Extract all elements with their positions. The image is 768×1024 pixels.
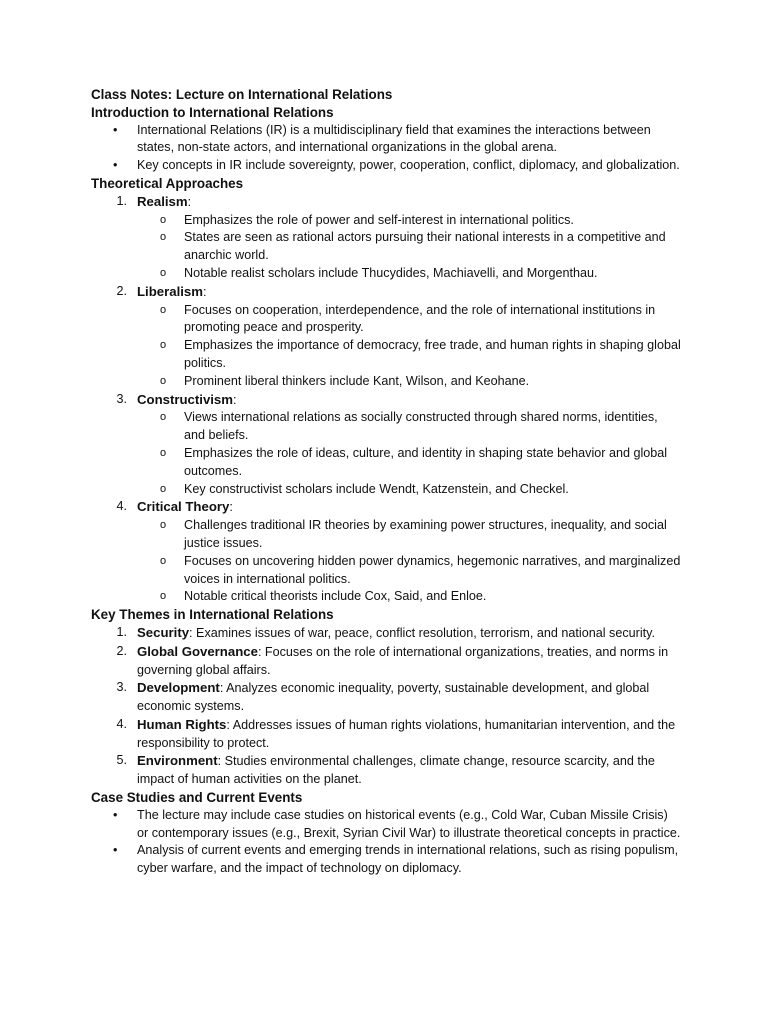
- theme-name: Security: [137, 624, 190, 640]
- sub-list-item-text: Notable realist scholars include Thucydides, Machiavelli, and Morgenthau.: [184, 265, 598, 280]
- sub-list-item-text: Emphasizes the role of ideas, culture, and identity in shaping state behavior and global outcomes.: [184, 445, 668, 478]
- list-item-text: International Relations (IR) is a multidisciplinary field that examines the interactions between states, non-state actors, and international organizations in the global arena.: [137, 122, 651, 155]
- sub-list-item: [91, 302, 681, 338]
- sub-list-item: [91, 337, 681, 373]
- sub-list-item: [91, 409, 681, 445]
- theme-item: [91, 716, 681, 753]
- list-number: 1.: [116, 624, 127, 639]
- approach-name: Realism: [137, 193, 188, 209]
- sub-list-item: [91, 229, 681, 265]
- sub-bullet-marker: o: [160, 303, 167, 316]
- approach-liberalism: [91, 283, 681, 302]
- sub-bullet-marker: o: [160, 446, 167, 459]
- sub-list-item-text: Focuses on uncovering hidden power dynamics, hegemonic narratives, and marginalized voices in international politics.: [184, 553, 681, 586]
- sub-list-item: [91, 373, 681, 391]
- theme-description: : Studies environmental challenges, climate change, resource scarcity, and the impact of human activities on the planet.: [137, 754, 655, 787]
- sub-list-item-text: Key constructivist scholars include Wendt, Katzenstein, and Checkel.: [184, 481, 569, 496]
- sub-bullet-marker: o: [160, 374, 167, 387]
- sub-list-item-text: States are seen as rational actors pursuing their national interests in a competitive and anarchic world.: [184, 230, 666, 263]
- theme-name: Development: [137, 680, 220, 696]
- approach-constructivism: [91, 391, 681, 410]
- bullet-marker: •: [113, 807, 118, 822]
- sub-list-item: [91, 553, 681, 589]
- sub-list-item-text: Prominent liberal thinkers include Kant, Wilson, and Keohane.: [184, 373, 530, 388]
- sub-bullet-marker: o: [160, 411, 167, 424]
- list-item: [91, 842, 681, 878]
- list-number: 4.: [116, 716, 127, 731]
- list-item: [91, 807, 681, 843]
- sub-bullet-marker: o: [160, 339, 167, 352]
- sub-list-item-text: Views international relations as socially constructed through shared norms, identities, and beliefs.: [184, 410, 658, 443]
- theme-description: : Analyzes economic inequality, poverty, sustainable development, and global economic systems.: [137, 681, 650, 714]
- sub-bullet-marker: o: [160, 590, 167, 603]
- approach-critical-theory: [91, 498, 681, 517]
- approach-realism: [91, 193, 681, 212]
- sub-list-item: [91, 445, 681, 481]
- theme-name: Human Rights: [137, 716, 227, 732]
- sub-list-item: [91, 517, 681, 553]
- sub-list-item: [91, 265, 681, 283]
- bullet-marker: •: [113, 122, 118, 137]
- sub-list-item-text: Emphasizes the role of power and self-interest in international politics.: [184, 212, 574, 227]
- list-item: [91, 122, 681, 158]
- list-number: 2.: [116, 643, 127, 658]
- sub-list-item: [91, 481, 681, 499]
- approach-name: Critical Theory: [137, 499, 230, 515]
- sub-list-item: [91, 212, 681, 230]
- approach-name: Constructivism: [137, 391, 233, 407]
- sub-list-item-text: Focuses on cooperation, interdependence, and the role of international institutions in promoting peace and prosperity.: [184, 302, 656, 335]
- theme-item: [91, 679, 681, 716]
- bullet-marker: •: [113, 158, 118, 173]
- sub-bullet-marker: o: [160, 266, 167, 279]
- list-number: 4.: [116, 499, 127, 514]
- sub-list-item-text: Challenges traditional IR theories by examining power structures, inequality, and social justice issues.: [184, 518, 667, 550]
- sub-list-item: [91, 588, 681, 606]
- sub-list-item-text: Emphasizes the importance of democracy, free trade, and human rights in shaping global politics.: [184, 338, 681, 370]
- colon: :: [202, 284, 207, 299]
- colon: :: [229, 500, 233, 515]
- theme-name: Global Governance: [137, 643, 258, 659]
- bullet-marker: •: [113, 843, 118, 858]
- document-title: Class Notes: Lecture on International Relations: [91, 87, 393, 102]
- list-number: 1.: [116, 193, 127, 208]
- section-heading-cases: Case Studies and Current Events: [91, 790, 303, 806]
- approach-name: Liberalism: [137, 283, 203, 299]
- sub-list-item-text: Notable critical theorists include Cox, Said, and Enloe.: [184, 589, 487, 604]
- sub-bullet-marker: o: [160, 519, 167, 532]
- theme-item: [91, 643, 681, 680]
- document-body: [91, 86, 681, 878]
- list-number: 2.: [116, 283, 127, 298]
- section-heading-intro: Introduction to International Relations: [91, 104, 334, 120]
- sub-bullet-marker: o: [160, 482, 167, 495]
- theme-item: [91, 624, 681, 643]
- section-heading-approaches: Theoretical Approaches: [91, 175, 244, 191]
- theme-item: [91, 752, 681, 789]
- theme-name: Environment: [137, 753, 218, 769]
- theme-description: : Addresses issues of human rights violations, humanitarian intervention, and the responsibility to protect.: [137, 717, 676, 750]
- sub-bullet-marker: o: [160, 554, 167, 567]
- theme-description: : Examines issues of war, peace, conflict resolution, terrorism, and national security.: [189, 625, 655, 640]
- colon: :: [187, 194, 192, 209]
- sub-bullet-marker: o: [160, 231, 167, 244]
- list-number: 3.: [116, 391, 127, 406]
- list-item: [91, 157, 681, 175]
- list-item-text: Key concepts in IR include sovereignty, power, cooperation, conflict, diplomacy, and globalization.: [137, 158, 680, 173]
- list-item-text: The lecture may include case studies on historical events (e.g., Cold War, Cuban Missile Crisis) or contemporary issues (e.g., Brexit, Syrian Civil War) to illustrate theoretical concepts in practice.: [137, 807, 681, 840]
- theme-description: : Focuses on the role of international organizations, treaties, and norms in governing global affairs.: [137, 644, 669, 677]
- colon: :: [233, 392, 237, 407]
- sub-bullet-marker: o: [160, 213, 167, 226]
- section-heading-themes: Key Themes in International Relations: [91, 607, 334, 623]
- list-number: 3.: [116, 680, 127, 695]
- list-number: 5.: [116, 753, 127, 768]
- list-item-text: Analysis of current events and emerging trends in international relations, such as rising populism, cyber warfare, and the impact of technology on diplomacy.: [137, 843, 679, 876]
